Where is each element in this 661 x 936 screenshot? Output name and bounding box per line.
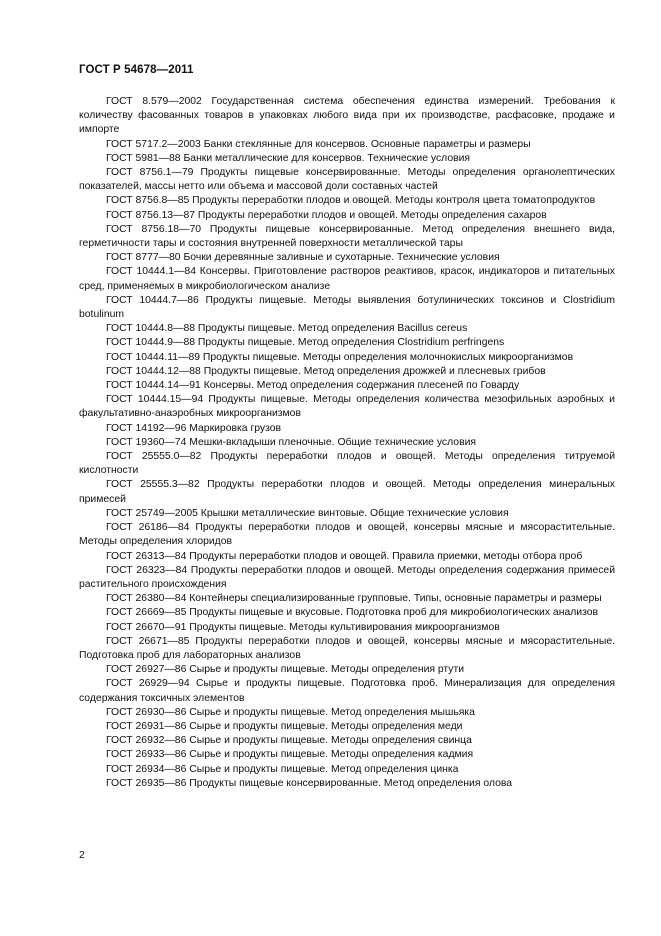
reference-item: ГОСТ 8777—80 Бочки деревянные заливные и сухотарные. Технические условия (106, 252, 500, 264)
reference-item: ГОСТ 26186—84 Продукты переработки плодов и овощей, консервы мясные и мясорастительные. Методы определения хлоридов (79, 522, 615, 548)
reference-item: ГОСТ 10444.9—88 Продукты пищевые. Метод определения Clostridium perfringens (106, 337, 505, 349)
reference-item: ГОСТ 10444.12—88 Продукты пищевые. Метод определения дрожжей и плесневых грибов (106, 365, 546, 377)
reference-item: ГОСТ 8.579—2002 Государственная система обеспечения единства измерений. Требования к количеству фасованных товаров в упаковках любого вида при их производстве, расфасовке, продаже и импорте (79, 96, 615, 136)
reference-item: ГОСТ 14192—96 Маркировка грузов (106, 422, 282, 434)
reference-item: ГОСТ 8756.18—70 Продукты пищевые консервированные. Метод определения внешнего вида, герметичности тары и состояния внутренней поверхности металлической тары (79, 223, 615, 250)
reference-item: ГОСТ 19360—74 Мешки-вкладыши пленочные. Общие технические условия (106, 436, 477, 448)
reference-item: ГОСТ 10444.15—94 Продукты пищевые. Методы определения количества мезофильных аэробных и факультативно-анаэробных микроорганизмов (79, 394, 615, 420)
page-number: 2 (79, 849, 85, 861)
normative-references-list (79, 95, 615, 791)
reference-item: ГОСТ 26670—91 Продукты пищевые. Методы культивирования микроорганизмов (106, 621, 500, 633)
document-header: ГОСТ Р 54678—2011 (79, 64, 194, 76)
reference-item: ГОСТ 10444.14—91 Консервы. Метод определения содержания плесеней по Говарду (106, 380, 520, 392)
reference-item: ГОСТ 5981—88 Банки металлические для консервов. Технические условия (106, 152, 471, 164)
reference-item: ГОСТ 26932—86 Сырье и продукты пищевые. Методы определения свинца (106, 735, 472, 747)
reference-item: ГОСТ 26927—86 Сырье и продукты пищевые. Методы определения ртути (106, 664, 465, 676)
reference-item: ГОСТ 5717.2—2003 Банки стеклянные для консервов. Основные параметры и размеры (106, 138, 531, 150)
reference-item: ГОСТ 10444.11—89 Продукты пищевые. Методы определения молочнокислых микроорганизмов (106, 351, 574, 363)
reference-item: ГОСТ 25749—2005 Крышки металлические винтовые. Общие технические условия (106, 507, 509, 519)
reference-item: ГОСТ 10444.7—86 Продукты пищевые. Методы выявления ботулинических токсинов и Clostridium botulinum (79, 294, 615, 321)
reference-item: ГОСТ 25555.3—82 Продукты переработки плодов и овощей. Методы определения минеральных примесей (79, 479, 615, 505)
reference-item: ГОСТ 10444.8—88 Продукты пищевые. Метод определения Bacillus cereus (106, 323, 468, 335)
reference-item: ГОСТ 26933—86 Сырье и продукты пищевые. Методы определения кадмия (106, 749, 474, 761)
reference-item: ГОСТ 8756.1—79 Продукты пищевые консервированные. Методы определения органолептических показателей, массы нетто или объема и массовой доли составных частей (79, 167, 615, 193)
reference-item: ГОСТ 26929—94 Сырье и продукты пищевые. Подготовка проб. Минерализация для определения содержания токсичных элементов (79, 678, 615, 704)
reference-item: ГОСТ 26930—86 Сырье и продукты пищевые. Метод определения мышьяка (106, 706, 475, 718)
reference-item: ГОСТ 26935—86 Продукты пищевые консервированные. Метод определения олова (106, 777, 513, 789)
reference-item: ГОСТ 8756.8—85 Продукты переработки плодов и овощей. Методы контроля цвета томатопродуктов (106, 195, 596, 207)
reference-item: ГОСТ 26669—85 Продукты пищевые и вкусовые. Подготовка проб для микробиологических анализов (106, 607, 599, 619)
reference-item: ГОСТ 8756.13—87 Продукты переработки плодов и овощей. Методы определения сахаров (106, 209, 547, 221)
reference-item: ГОСТ 26380—84 Контейнеры специализированные групповые. Типы, основные параметры и размеры (106, 593, 602, 605)
reference-item: ГОСТ 26313—84 Продукты переработки плодов и овощей. Правила приемки, методы отбора проб (106, 550, 583, 562)
reference-item: ГОСТ 10444.1—84 Консервы. Приготовление растворов реактивов, красок, индикаторов и питательных сред, применяемых в микробиологическом анализе (79, 266, 615, 292)
reference-item: ГОСТ 25555.0—82 Продукты переработки плодов и овощей. Методы определения титруемой кислотности (79, 451, 615, 477)
reference-item: ГОСТ 26934—86 Сырье и продукты пищевые. Метод определения цинка (106, 763, 459, 775)
reference-item: ГОСТ 26931—86 Сырье и продукты пищевые. Методы определения меди (106, 720, 463, 732)
reference-item: ГОСТ 26671—85 Продукты переработки плодов и овощей, консервы мясные и мясорастительные. Подготовка проб для лабораторных анализов (79, 635, 615, 661)
reference-item: ГОСТ 26323—84 Продукты переработки плодов и овощей. Методы определения содержания примесей растительного происхождения (79, 564, 615, 590)
